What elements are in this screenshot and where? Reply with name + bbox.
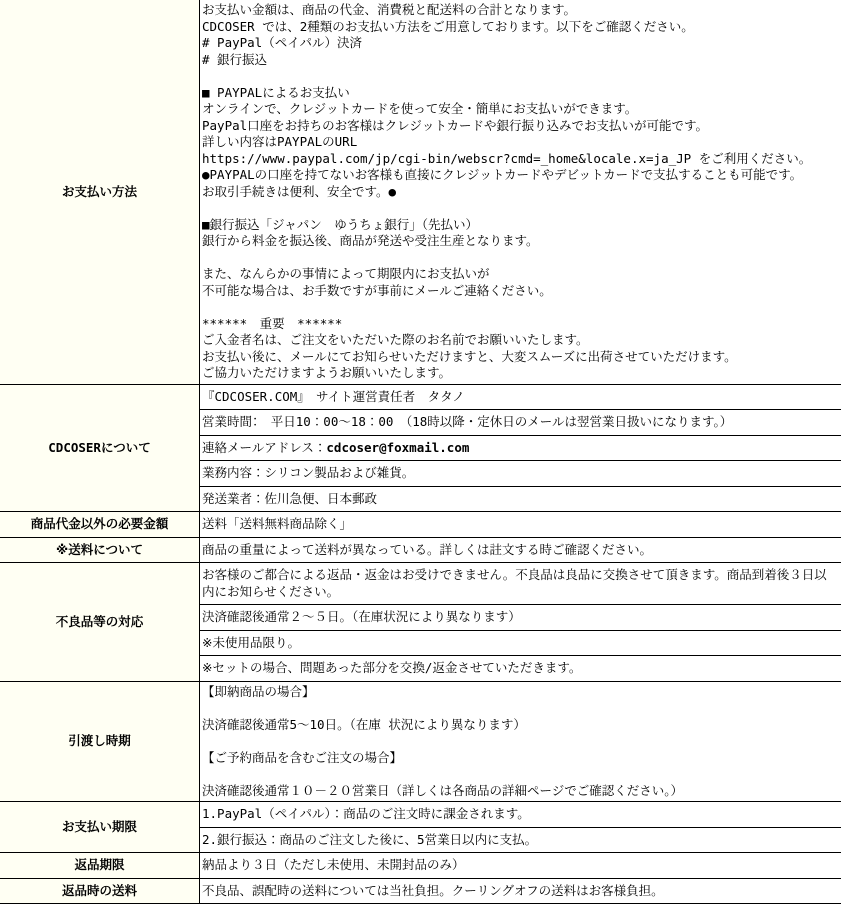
text-line: 銀行から料金を振込後、商品が発送や受注生産となります。 — [202, 233, 539, 248]
text-line: # PayPal（ペイパル）決済 — [202, 35, 362, 50]
about-business-content: 業務内容：シリコン製品および雑貨。 — [200, 460, 841, 486]
row-header-extra-fee: 商品代金以外の必要金額 — [0, 512, 200, 537]
delivery-time-description — [200, 682, 841, 802]
row-content-defect-policy — [200, 563, 841, 681]
text-line: お支払い金額は、商品の代金、消費税と配送料の合計となります。 — [202, 2, 577, 17]
defect-policy-set-items: ※セットの場合、問題あった部分を交換/返金させていただきます。 — [200, 655, 841, 681]
row-header-about: CDCOSERについて — [0, 385, 200, 512]
text-line: ご入金者名は、ご注文をいただいた際のお名前でお願いいたします。 — [202, 332, 589, 347]
text-line — [202, 250, 837, 267]
row-content-shipping-note — [200, 538, 841, 563]
text-line — [202, 733, 837, 750]
table-row-payment-method — [0, 0, 841, 384]
row-content-about — [200, 385, 841, 512]
text-line: ****** 重要 ****** — [202, 315, 343, 331]
payment-deadline-bank: 2.銀行振込：商品のご注文した後に、5営業日以内に支払。 — [200, 827, 841, 853]
row-header-payment-deadline: お支払い期限 — [0, 802, 200, 852]
shipping-note-text: 商品の重量によって送料が異なっている。詳しくは註文する時ご確認ください。 — [202, 541, 653, 557]
text-line: 不可能な場合は、お手数ですが事前にメールご連絡ください。 — [202, 282, 552, 298]
text-line: 【即納商品の場合】 — [202, 683, 315, 699]
text-line: 決済確認後通常5〜10日。（在庫 状況により異なります） — [202, 716, 526, 732]
text-line — [202, 299, 837, 316]
table-row-return-deadline — [0, 852, 841, 878]
text-line: ご協力いただけますようお願いいたします。 — [202, 365, 452, 380]
contact-email: cdcoser@foxmail.com — [326, 439, 470, 455]
text-line: PayPal口座をお持ちのお客様はクレジットカードや銀行振り込みでお支払いが可能です。 — [202, 117, 708, 133]
return-shipping-text: 不良品、誤配時の送料については当社負担。クーリングオフの送料はお客様負担。 — [202, 882, 664, 898]
text-line — [202, 766, 837, 783]
about-business-hours: 営業時間： 平日10：00〜18：00 （18時以降・定休日のメールは翌営業日扱いになります。） — [200, 409, 841, 435]
defect-policy-processing-time: 決済確認後通常２〜５日。（在庫状況により異なります） — [200, 604, 841, 630]
text-line: 【ご予約商品を含むご注文の場合】 — [202, 749, 403, 765]
text-line: # 銀行振込 — [202, 51, 268, 67]
text-line: 詳しい内容はPAYPALのURL — [202, 134, 358, 149]
row-header-delivery-time: 引渡し時期 — [0, 682, 200, 802]
return-deadline-text: 納品より３日（ただし未使用、未開封品のみ） — [202, 857, 465, 872]
extra-fee-text: 送料「送料無料商品除く」 — [202, 516, 353, 531]
row-header-shipping-note: ※送料について — [0, 538, 200, 563]
text-line: https://www.paypal.com/jp/cgi-bin/webscr?cmd=_home&locale.x=ja_JP をご利用ください。 — [202, 150, 812, 166]
payment-deadline-paypal: 1.PayPal（ペイパル）：商品のご注文時に課金されます。 — [202, 806, 530, 821]
table-row-shipping-note — [0, 537, 841, 563]
text-line: オンラインで、クレジットカードを使って安全・簡単にお支払いができます。 — [202, 101, 638, 116]
text-line: 決済確認後通常１０－２０営業日（詳しくは各商品の詳細ページでご確認ください。） — [202, 782, 684, 798]
text-line: ●PAYPALの口座を持てないお客様も直接にクレジットカードやデビットカードで支払することも可能です。 — [202, 167, 803, 182]
table-row-payment-deadline — [0, 801, 841, 852]
payment-method-description — [200, 0, 841, 384]
defect-policy-unused-only: ※未使用品限り。 — [200, 630, 841, 656]
row-content-payment-method — [200, 0, 841, 384]
text-line: ■銀行振込「ジャパン ゆうちょ銀行」（先払い） — [202, 216, 479, 232]
text-line: また、なんらかの事情によって期限内にお支払いが — [202, 266, 490, 281]
table-row-extra-fee — [0, 511, 841, 537]
text-line: ■ PAYPALによるお支払い — [202, 84, 350, 100]
row-content-extra-fee — [200, 512, 841, 537]
row-header-return-shipping: 返品時の送料 — [0, 879, 200, 904]
row-header-return-deadline: 返品期限 — [0, 853, 200, 878]
row-content-return-deadline — [200, 853, 841, 878]
about-contact — [200, 435, 841, 461]
row-header-defect-policy: 不良品等の対応 — [0, 563, 200, 681]
text-line: お支払い後に、メールにてお知らせいただけますと、大変スムーズに出荷させていただけます。 — [202, 348, 737, 364]
defect-policy-exchange: お客様のご都合による返品・返金はお受けできません。不良品は良品に交換させて頂きます。商品到着後３日以内にお知らせください。 — [202, 567, 827, 599]
about-site-operator: 『CDCOSER.COM』 サイト運営責任者 タタノ — [202, 388, 465, 404]
about-shipping-carriers: 発送業者：佐川急便、日本郵政 — [200, 486, 841, 512]
table-row-about — [0, 384, 841, 512]
text-line — [202, 68, 837, 85]
table-row-return-shipping — [0, 878, 841, 904]
table-row-delivery-time — [0, 681, 841, 802]
text-line: お取引手続きは便利、安全です。● — [202, 183, 397, 199]
text-line — [202, 200, 837, 217]
row-header-payment-method: お支払い方法 — [0, 0, 200, 384]
table-row-defect-policy — [0, 562, 841, 681]
row-content-delivery-time — [200, 682, 841, 802]
row-content-payment-deadline — [200, 802, 841, 852]
text-line: CDCOSER では、2種類のお支払い方法をご用意しております。以下をご確認ください。 — [202, 18, 694, 34]
text-line — [202, 700, 837, 717]
contact-label: 連絡メールアドレス： — [202, 439, 327, 455]
row-content-return-shipping — [200, 879, 841, 904]
